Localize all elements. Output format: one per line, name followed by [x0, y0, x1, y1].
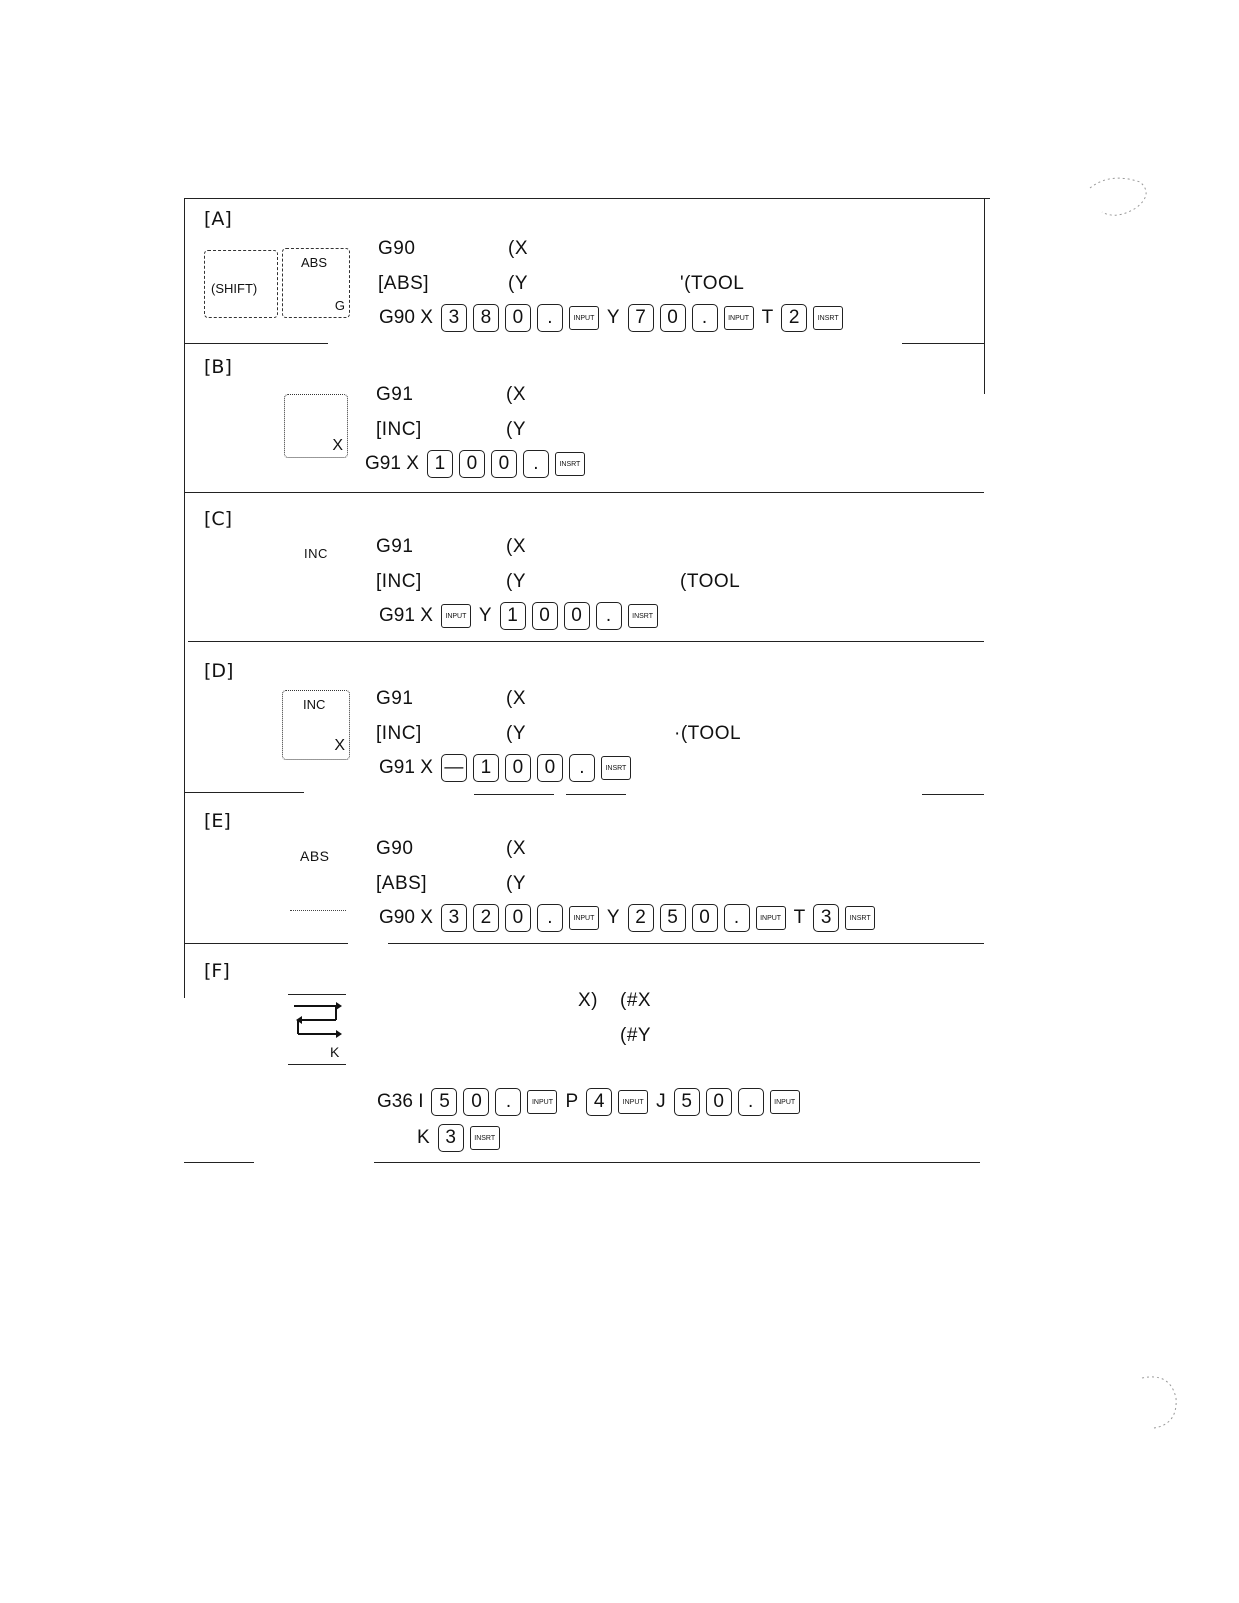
- inc-key-label: INC: [304, 546, 328, 561]
- address-letter: Y: [478, 605, 492, 626]
- y-comment: (Y: [506, 723, 526, 744]
- insrt-key: INSRT: [555, 452, 585, 476]
- k-label: K: [330, 1044, 340, 1060]
- key-cap: 3: [813, 904, 839, 932]
- section-c: [184, 494, 990, 642]
- key-cap: 0: [660, 304, 686, 332]
- mode-code: G91: [376, 688, 414, 709]
- x-label: X: [332, 437, 343, 454]
- key-cap: 0: [505, 754, 531, 782]
- section-e: [184, 794, 990, 944]
- insrt-key: INSRT: [601, 756, 631, 780]
- abs-key-panel: [282, 248, 350, 318]
- key-cap: 5: [431, 1088, 457, 1116]
- x-label: X: [334, 737, 345, 754]
- section-label: [E]: [204, 810, 231, 832]
- x-comment: (X: [506, 688, 526, 709]
- y-pitch-comment: (#Y: [620, 1025, 652, 1046]
- section-label: [C]: [204, 508, 233, 530]
- section-a: [184, 198, 990, 343]
- tool-comment: (TOOL: [680, 571, 741, 592]
- key-cap: —: [441, 754, 467, 782]
- address-letter: Y: [606, 907, 620, 928]
- sequence-prefix: G90 X: [379, 907, 433, 928]
- key-cap: 0: [692, 904, 718, 932]
- mode-name: [ABS]: [376, 873, 428, 894]
- sequence-prefix: G90 X: [379, 307, 433, 328]
- y-comment: (Y: [508, 273, 528, 294]
- shift-label: (SHIFT): [211, 281, 258, 296]
- key-cap: 0: [463, 1088, 489, 1116]
- x-comment: (X: [508, 238, 528, 259]
- key-cap: 5: [674, 1088, 700, 1116]
- key-cap: 0: [505, 304, 531, 332]
- x-comment: (X: [506, 536, 526, 557]
- mode-code: G90: [378, 238, 416, 259]
- insrt-key: INSRT: [628, 604, 658, 628]
- key-sequence: [362, 450, 586, 478]
- key-cap: 0: [459, 450, 485, 478]
- key-sequence-2: [414, 1124, 501, 1152]
- inc-x-key-panel: [282, 690, 350, 760]
- address-letter: Y: [606, 307, 620, 328]
- key-cap: 0: [564, 602, 590, 630]
- key-cap: .: [596, 602, 622, 630]
- section-b: [184, 344, 990, 492]
- input-key: INPUT: [618, 1090, 648, 1114]
- x-comment: (X: [506, 384, 526, 405]
- sequence-prefix: G36 I: [377, 1091, 424, 1112]
- key-cap: 1: [427, 450, 453, 478]
- grid-key-bottom: [288, 1064, 346, 1065]
- input-key: INPUT: [527, 1090, 557, 1114]
- x-pitch-comment: (#X: [620, 990, 652, 1011]
- y-comment: (Y: [506, 571, 526, 592]
- key-sequence: [376, 602, 659, 630]
- key-cap: 0: [505, 904, 531, 932]
- abs-key-underline: [290, 910, 346, 911]
- mode-code: G91: [376, 536, 414, 557]
- section-label: [A]: [204, 208, 232, 230]
- inc-x-key-panel: [284, 394, 348, 458]
- section-label: [F]: [204, 960, 230, 982]
- key-cap: .: [724, 904, 750, 932]
- shift-key-panel: [204, 250, 278, 318]
- key-cap: .: [738, 1088, 764, 1116]
- program-instructions-table: [184, 198, 990, 1188]
- key-cap: 8: [473, 304, 499, 332]
- key-cap: 1: [473, 754, 499, 782]
- key-cap: 4: [586, 1088, 612, 1116]
- section-d: [184, 644, 990, 792]
- mode-name: [INC]: [376, 571, 422, 592]
- section-label: [B]: [204, 356, 232, 378]
- inc-label: INC: [303, 697, 326, 712]
- key-sequence: [374, 1088, 801, 1116]
- address-letter: P: [565, 1091, 579, 1112]
- mode-name: [INC]: [376, 419, 422, 440]
- tool-comment: ·(TOOL: [674, 723, 742, 744]
- insrt-key: INSRT: [813, 306, 843, 330]
- address-letter: J: [656, 1091, 666, 1112]
- key-cap: 0: [706, 1088, 732, 1116]
- abs-label: ABS: [301, 255, 328, 270]
- key-cap: 0: [537, 754, 563, 782]
- sequence-prefix: G91 X: [379, 757, 433, 778]
- mode-name: [ABS]: [378, 273, 430, 294]
- key-cap: 0: [532, 602, 558, 630]
- grid-pattern-icon: [288, 998, 346, 1048]
- grid-key-top: [288, 994, 346, 995]
- mode-name: [INC]: [376, 723, 422, 744]
- input-key: INPUT: [569, 306, 599, 330]
- input-key: INPUT: [770, 1090, 800, 1114]
- x-count-comment: X): [578, 990, 598, 1011]
- key-cap: 2: [473, 904, 499, 932]
- key-cap: 3: [438, 1124, 464, 1152]
- mode-code: G91: [376, 384, 414, 405]
- key-cap: .: [523, 450, 549, 478]
- section-label: [D]: [204, 660, 234, 682]
- tool-comment: '(TOOL: [680, 273, 745, 294]
- key-cap: 3: [441, 904, 467, 932]
- input-key: INPUT: [569, 906, 599, 930]
- sequence-prefix: G91 X: [365, 453, 419, 474]
- y-comment: (Y: [506, 873, 526, 894]
- x-comment: (X: [506, 838, 526, 859]
- key-cap: .: [692, 304, 718, 332]
- input-key: INPUT: [756, 906, 786, 930]
- page-smudge-top: [1080, 168, 1160, 228]
- key-cap: 2: [628, 904, 654, 932]
- input-key: INPUT: [441, 604, 471, 628]
- key-cap: .: [537, 904, 563, 932]
- key-cap: 0: [491, 450, 517, 478]
- sequence-prefix: G91 X: [379, 605, 433, 626]
- key-cap: .: [495, 1088, 521, 1116]
- mode-code: G90: [376, 838, 414, 859]
- sequence-prefix: K: [417, 1127, 430, 1148]
- key-cap: .: [569, 754, 595, 782]
- page-smudge-bottom: [1130, 1368, 1190, 1438]
- key-cap: 7: [628, 304, 654, 332]
- address-letter: T: [793, 907, 806, 928]
- key-cap: 5: [660, 904, 686, 932]
- section-f: [184, 944, 990, 1164]
- insrt-key: INSRT: [470, 1126, 500, 1150]
- divider-d-left: [184, 792, 304, 793]
- key-cap: 3: [441, 304, 467, 332]
- key-cap: 2: [781, 304, 807, 332]
- divider-b: [184, 492, 984, 493]
- key-sequence: [376, 754, 632, 782]
- g-label: G: [334, 298, 345, 313]
- address-letter: T: [761, 307, 774, 328]
- key-cap: 1: [500, 602, 526, 630]
- key-sequence: [376, 904, 876, 932]
- y-comment: (Y: [506, 419, 526, 440]
- key-sequence: [376, 304, 844, 332]
- key-cap: .: [537, 304, 563, 332]
- abs-key-label: ABS: [300, 848, 330, 864]
- input-key: INPUT: [724, 306, 754, 330]
- insrt-key: INSRT: [845, 906, 875, 930]
